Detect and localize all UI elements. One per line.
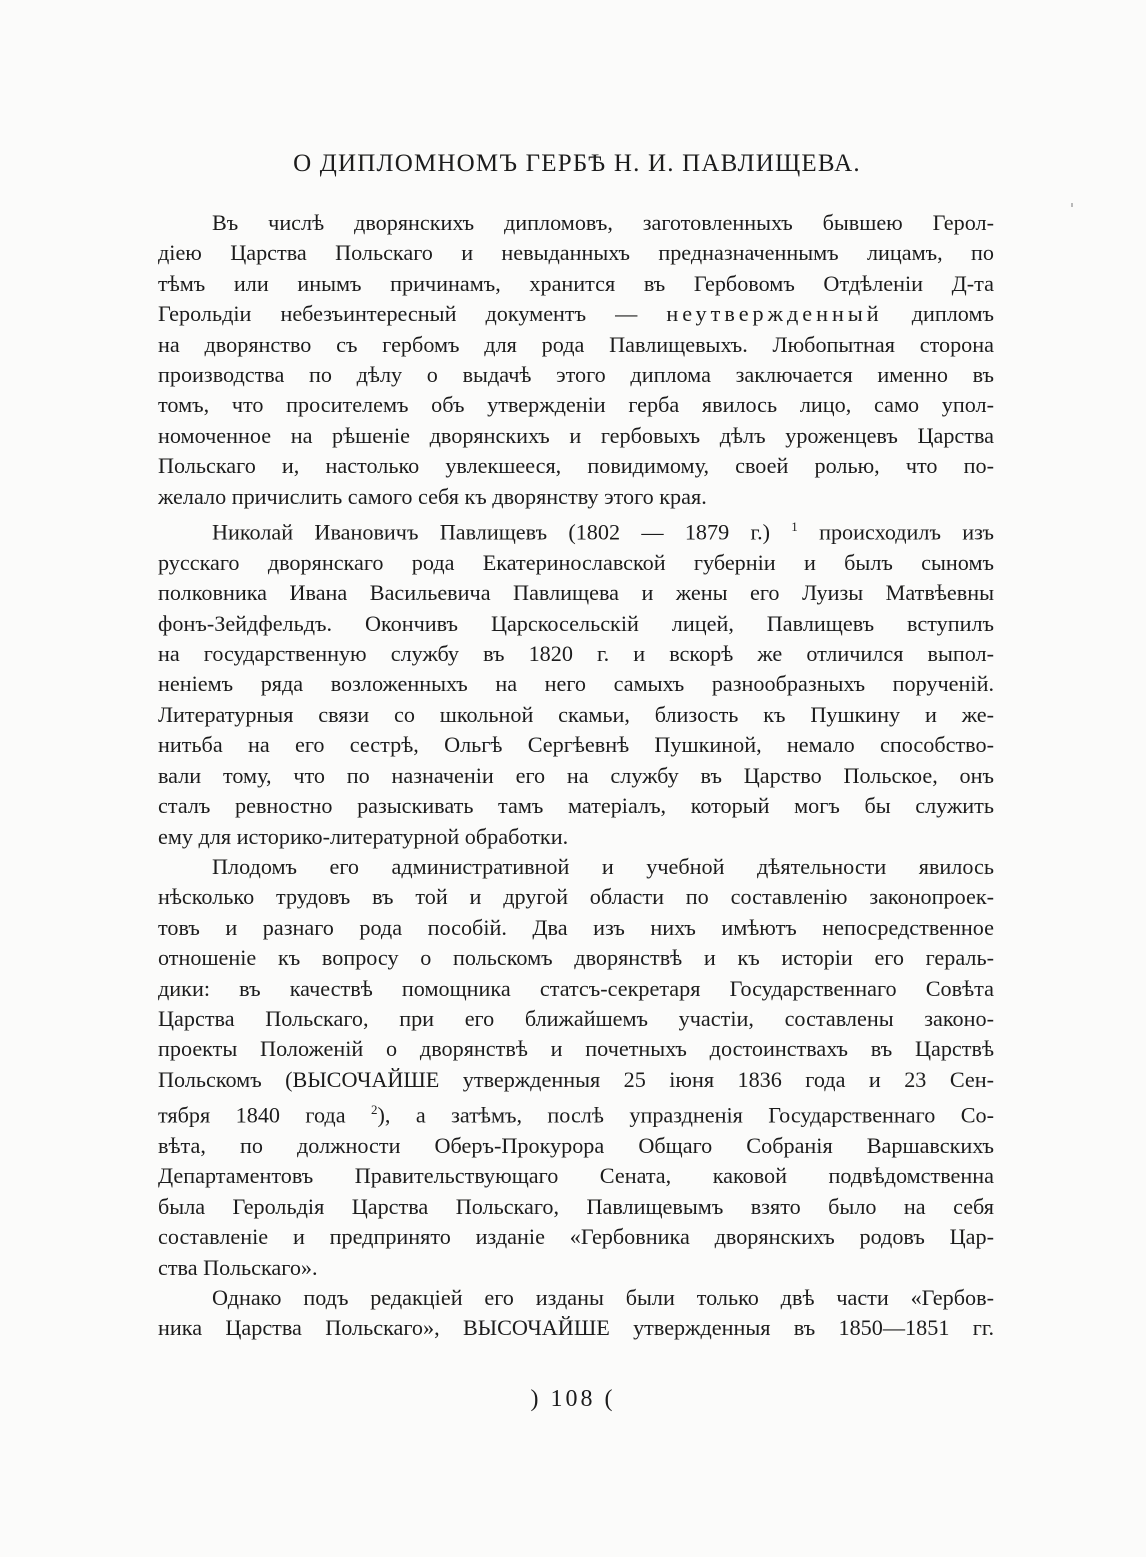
text-line: дики: въ качествѣ помощника статсъ-секретаря Государственнаго Совѣта xyxy=(158,975,994,1001)
text-line: Польскомъ (ВЫСОЧАЙШЕ утвержденныя 25 іюня 1836 года и 23 Сен- xyxy=(158,1066,994,1092)
text-line: нѣсколько трудовъ въ той и другой области по составленію законопроек- xyxy=(158,884,994,910)
text-line: номоченное на рѣшеніе дворянскихъ и гербовыхъ дѣлъ уроженцевъ Царства xyxy=(158,422,994,448)
text-line: вѣта, по должности Оберъ-Прокурора Общаго Собранія Варшавскихъ xyxy=(158,1132,994,1158)
text-line: Плодомъ его административной и учебной дѣятельности явилось xyxy=(212,853,994,879)
spaced-phrase: неутвержденный xyxy=(666,301,883,327)
text-line: на дворянство съ гербомъ для рода Павлищевыхъ. Любопытная сторона xyxy=(158,331,994,357)
footnote-marker: 2 xyxy=(371,1102,378,1118)
text-line: Царства Польскаго, при его ближайшемъ участіи, составлены законо- xyxy=(158,1005,994,1031)
body-text xyxy=(158,208,994,1344)
text-line: отношеніе къ вопросу о польскомъ дворянствѣ и къ исторіи его гераль- xyxy=(158,945,994,971)
text-line-composite xyxy=(158,1095,994,1131)
text-line: фонъ-Зейдфельдъ. Окончивъ Царскосельскій лицей, Павлищевъ вступилъ xyxy=(158,610,994,636)
text-line: проекты Положеній о дворянствѣ и почетныхъ достоинствахъ въ Царствѣ xyxy=(158,1036,994,1062)
text-line: производства по дѣлу о выдачѣ этого диплома заключается именно въ xyxy=(158,362,994,388)
text-segment: Герольдіи небезъинтересный документъ — xyxy=(158,301,638,327)
text-line: сталъ ревностно разыскивать тамъ матеріалъ, который могъ бы служить xyxy=(158,793,994,819)
page-number: ) 108 ( xyxy=(530,1386,616,1412)
text-line: товъ и разнаго рода пособій. Два изъ нихъ имѣютъ непосредственное xyxy=(158,914,994,940)
text-line-composite xyxy=(158,512,994,548)
paragraph-3 xyxy=(158,852,994,1283)
text-line: полковника Ивана Васильевича Павлищева и жены его Луизы Матвѣевны xyxy=(158,580,994,606)
paper-speck xyxy=(1071,203,1073,207)
text-line: ему для историко-литературной обработки. xyxy=(158,823,569,849)
text-line: желало причислить самого себя къ дворянству этого края. xyxy=(158,483,707,509)
text-line: томъ, что просителемъ объ утвержденіи герба явилось лицо, само упол- xyxy=(158,392,994,418)
text-line: Департаментовъ Правительствующаго Сената, каковой подвѣдомственна xyxy=(158,1163,994,1189)
text-segment: происходилъ изъ xyxy=(819,519,994,545)
text-line: составленіе и предпринято изданіе «Гербовника дворянскихъ родовъ Цар- xyxy=(158,1224,994,1250)
text-line: діею Царства Польскаго и невыданныхъ предназначеннымъ лицамъ, по xyxy=(158,240,994,266)
paragraph-2 xyxy=(158,512,994,852)
text-line: Въ числѣ дворянскихъ дипломовъ, заготовленныхъ бывшею Герол- xyxy=(212,210,994,235)
text-line: неніемъ ряда возложенныхъ на него самыхъ разнообразныхъ порученій. xyxy=(158,671,994,697)
text-line: вали тому, что по назначеніи его на службу въ Царство Польское, онъ xyxy=(158,762,994,788)
text-line: на государственную службу въ 1820 г. и вскорѣ же отличился выпол- xyxy=(158,641,994,667)
text-line: была Герольдія Царства Польскаго, Павлищевымъ взято было на себя xyxy=(158,1193,994,1219)
text-line: нитьба на его сестрѣ, Ольгѣ Сергѣевнѣ Пушкиной, немало способство- xyxy=(158,732,994,758)
text-line: ства Польскаго». xyxy=(158,1254,318,1280)
page-title: О ДИПЛОМНОМЪ ГЕРБѢ Н. И. ПАВЛИЩЕВА. xyxy=(293,150,861,177)
text-segment: ), а затѣмъ, послѣ упраздненія Государственнаго Со- xyxy=(377,1102,994,1128)
text-line: тѣмъ или инымъ причинамъ, хранится въ Гербовомъ Отдѣленіи Д-та xyxy=(158,270,994,296)
text-segment: Николай Ивановичъ Павлищевъ (1802 — 1879 г.) xyxy=(212,519,771,545)
text-line: русскаго дворянскаго рода Екатеринославской губерніи и былъ сыномъ xyxy=(158,549,994,575)
text-segment: тября 1840 года xyxy=(158,1102,346,1128)
text-line: Польскаго и, настолько увлекшееся, повидимому, своей ролью, что по- xyxy=(158,453,994,479)
paragraph-1 xyxy=(158,208,994,512)
text-line-composite xyxy=(158,299,994,329)
text-line: ника Царства Польскаго», ВЫСОЧАЙШЕ утвержденныя въ 1850—1851 гг. xyxy=(158,1315,994,1341)
text-line: Литературныя связи со школьной скамьи, близость къ Пушкину и же- xyxy=(158,701,994,727)
paragraph-4 xyxy=(158,1283,994,1344)
text-segment: дипломъ xyxy=(911,301,994,327)
text-line: Однако подъ редакціей его изданы были только двѣ части «Гербов- xyxy=(212,1285,994,1310)
footnote-marker: 1 xyxy=(791,519,798,535)
